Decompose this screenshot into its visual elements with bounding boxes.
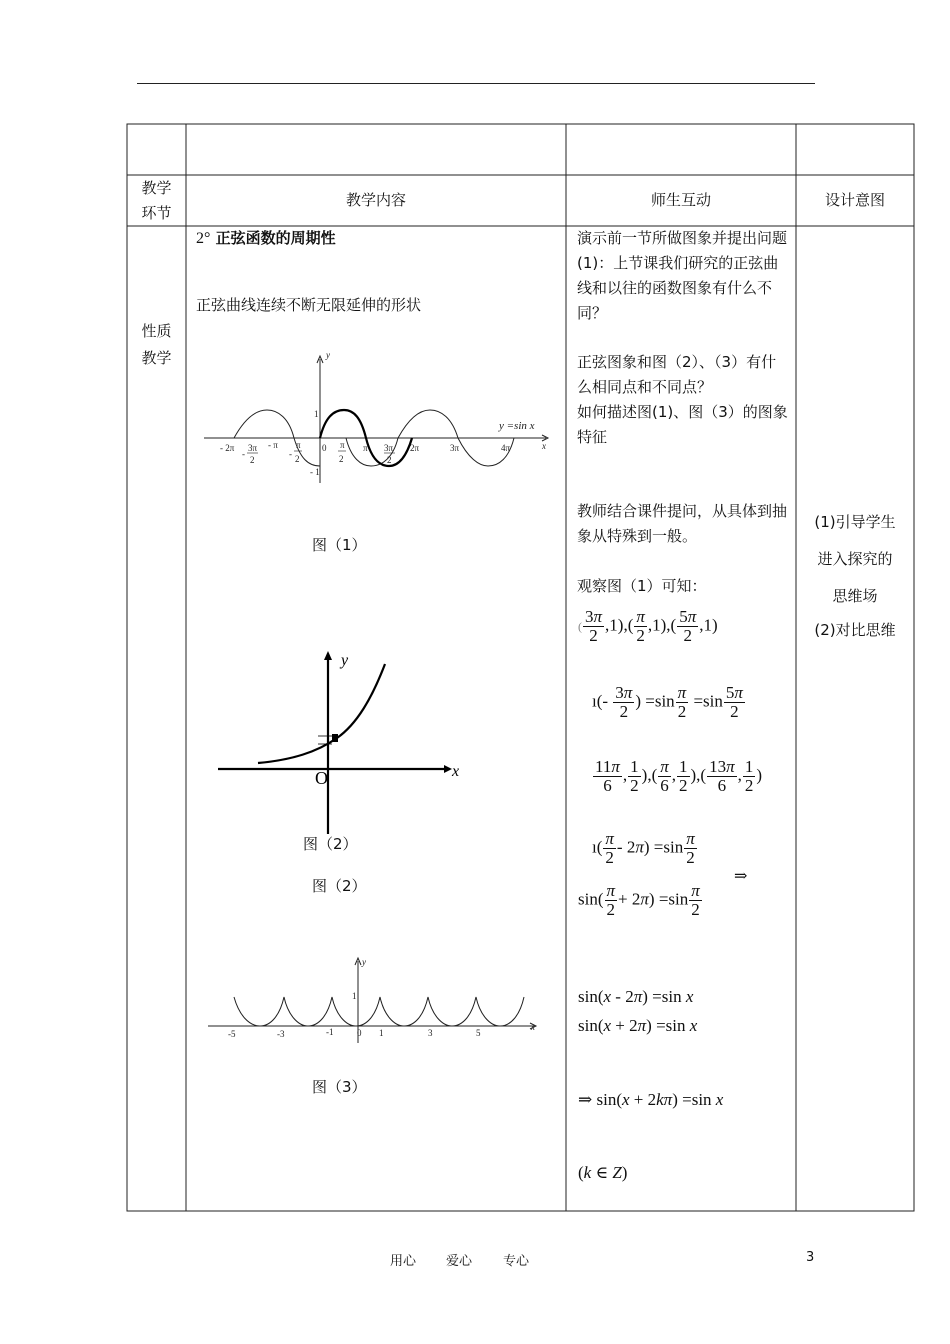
footer-mid: 爱心 — [446, 1254, 473, 1269]
svg-text:2: 2 — [387, 455, 392, 465]
header-intent: 设计意图 — [824, 191, 885, 209]
svg-text:- 1: - 1 — [310, 467, 320, 477]
svg-text:y: y — [362, 957, 366, 967]
heading-text: 正弦函数的周期性 — [215, 229, 336, 247]
section-label: 性质 教学 — [141, 322, 172, 367]
svg-text:1: 1 — [314, 409, 319, 419]
formula-implies-1: ⇒ — [734, 868, 748, 885]
svg-text:3π: 3π — [384, 443, 394, 453]
formula-points-2: $\frac{11\pi}{6}$ , $\frac{1}{2}$ ),( $\frac{\pi}{6}$ , $\frac{1}{2}$ ),( $\frac{13\pi}{6}$ , $\frac{1}{2}$ ) — [595, 757, 763, 795]
svg-text:-: - — [289, 449, 292, 459]
fig1-function-label: y =sin x — [499, 420, 535, 432]
interaction-p3: 如何描述图(1)、图（3）的图象特征 — [577, 403, 788, 446]
header-interaction: 师生互动 — [650, 191, 711, 209]
formula-points-1: ( $\frac{3\pi}{2}$ ,1),( $\frac{\pi}{2}$ ,1),( $\frac{5\pi}{2}$ ,1) — [578, 607, 718, 645]
svg-text:- π: - π — [268, 440, 278, 450]
content-intro: 正弦曲线连续不断无限延伸的形状 — [196, 296, 422, 314]
footer-left: 用心 — [390, 1254, 417, 1269]
svg-text:-5: -5 — [228, 1029, 236, 1039]
svg-text:-: - — [242, 449, 245, 459]
svg-text:0: 0 — [322, 443, 327, 453]
formula-general-plus: sin(x + 2π) =sin x — [578, 1016, 698, 1035]
svg-text:- 2π: - 2π — [220, 443, 235, 453]
page-number: 3 — [806, 1250, 815, 1265]
svg-text:2: 2 — [295, 454, 300, 464]
interaction-p4: 教师结合课件提问，从具体到抽象从特殊到一般。 — [577, 502, 788, 545]
fig3-caption: 图（3） — [312, 1078, 367, 1096]
svg-text:1: 1 — [379, 1028, 384, 1038]
svg-text:2: 2 — [250, 455, 255, 465]
figure-3-arch-graph — [204, 955, 544, 1045]
figure-2-exp-graph — [212, 648, 472, 838]
svg-text:x: x — [542, 441, 546, 451]
svg-text:2: 2 — [339, 454, 344, 464]
intent-line-4: (2)对比思维 — [814, 621, 896, 639]
heading-prefix: 2° — [196, 230, 211, 247]
svg-text:3π: 3π — [248, 443, 258, 453]
svg-text:1: 1 — [352, 991, 357, 1001]
svg-text:x: x — [452, 763, 460, 780]
header-section: 教学 环节 — [141, 179, 172, 222]
formula-period: ⇒ sin(x + 2kπ) =sin x — [578, 1090, 724, 1109]
interaction-p5: 观察图（1）可知： — [577, 577, 707, 595]
svg-text:5: 5 — [476, 1028, 481, 1038]
formula-k-in-z: (k ∈ Z) — [578, 1163, 628, 1182]
formula-general-minus: sin(x - 2π) =sin x — [578, 987, 694, 1006]
intent-line-1: (1)引导学生 — [814, 513, 896, 531]
formula-sin-equal: ı(- $\frac{3\pi}{2}$ ) =sin $\frac{\pi}{2}$ =sin $\frac{5\pi}{2}$ — [592, 683, 743, 721]
formula-shift-minus: ı( $\frac{\pi}{2}$ - 2π) =sin $\frac{\pi}{2}$ — [592, 829, 695, 867]
footer-right: 专心 — [503, 1254, 530, 1269]
fig2-caption: 图（2） — [312, 877, 367, 895]
svg-text:y: y — [326, 350, 330, 360]
fig2-inner-caption: 图（2） — [303, 835, 358, 853]
svg-text:-1: -1 — [326, 1027, 334, 1037]
interaction-p2: 正弦图象和图（2）、（3）有什么相同点和不同点？ — [577, 353, 777, 396]
svg-text:3π: 3π — [450, 443, 460, 453]
formula-shift-plus: sin( $\frac{\pi}{2}$ + 2π) =sin $\frac{\pi}{2}$ — [578, 881, 700, 919]
fig1-caption: 图（1） — [312, 536, 367, 554]
figure-1-sine-graph — [196, 345, 556, 490]
svg-text:π: π — [363, 443, 368, 453]
svg-text:π: π — [296, 440, 301, 450]
svg-text:2π: 2π — [410, 443, 420, 453]
intent-line-3: 思维场 — [832, 587, 878, 605]
intent-line-2: 进入探究的 — [817, 550, 893, 568]
content-heading — [196, 226, 336, 251]
svg-text:4π: 4π — [501, 443, 511, 453]
svg-text:0: 0 — [357, 1028, 362, 1038]
svg-text:y: y — [341, 652, 349, 669]
interaction-p1: 演示前一节所做图象并提出问题(1)：上节课我们研究的正弦曲线和以往的函数图象有什么不同？ — [577, 229, 788, 322]
svg-text:-3: -3 — [277, 1029, 285, 1039]
header-content: 教学内容 — [345, 191, 406, 209]
svg-text:x: x — [531, 1022, 535, 1032]
svg-text:π: π — [340, 440, 345, 450]
svg-text:O: O — [315, 768, 328, 788]
svg-text:3: 3 — [428, 1028, 433, 1038]
